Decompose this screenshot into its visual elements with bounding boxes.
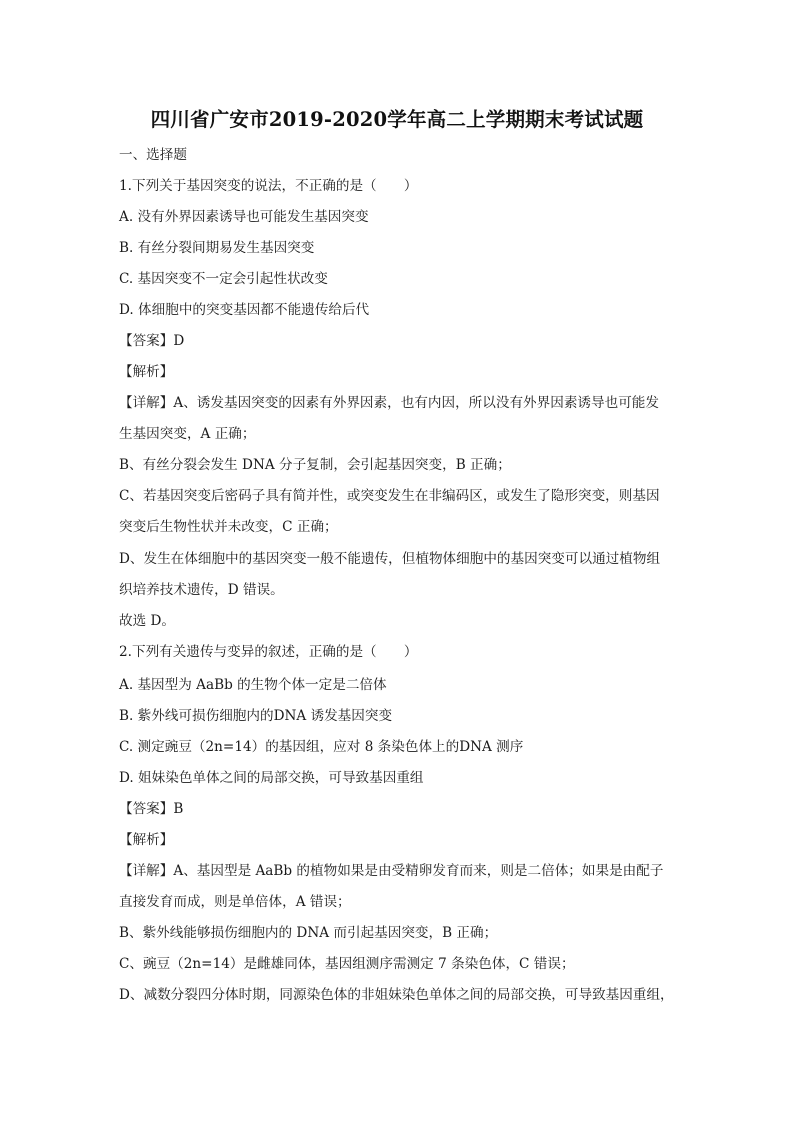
section-heading: 一、选择题 — [119, 147, 187, 163]
question-1-option-a: A. 没有外界因素诱导也可能发生基因突变 — [119, 209, 369, 225]
question-2-explanation-line: D、减数分裂四分体时期，同源染色体的非姐妹染色单体之间的局部交换，可导致基因重组， — [119, 987, 674, 1003]
question-1-analysis-label: 【解析】 — [119, 364, 174, 380]
question-1-explanation-line: B、有丝分裂会发生 DNA 分子复制，会引起基因突变，B 正确； — [119, 457, 511, 473]
question-1-explanation-line: C、若基因突变后密码子具有简并性，或突变发生在非编码区，或发生了隐形突变，则基因 — [119, 488, 660, 504]
document-title: 四川省广安市2019-2020学年高二上学期期末考试试题 — [150, 108, 644, 131]
question-2-explanation-line: C、豌豆（2n=14）是雌雄同体，基因组测序需测定 7 条染色体，C 错误； — [119, 956, 575, 972]
question-1-explanation-line: 织培养技术遗传，D 错误。 — [119, 582, 284, 598]
question-1-conclusion: 故选 D。 — [119, 613, 176, 629]
question-2-answer: 【答案】B — [119, 801, 184, 817]
question-2-option-a: A. 基因型为 AaBb 的生物个体一定是二倍体 — [119, 677, 387, 693]
question-2-option-c: C. 测定豌豆（2n=14）的基因组，应对 8 条染色体上的DNA 测序 — [119, 739, 524, 755]
question-1-option-b: B. 有丝分裂间期易发生基因突变 — [119, 240, 315, 256]
question-2-option-b: B. 紫外线可损伤细胞内的DNA 诱发基因突变 — [119, 708, 393, 724]
question-2-explanation-line: B、紫外线能够损伤细胞内的 DNA 而引起基因突变，B 正确； — [119, 925, 498, 941]
question-1-answer: 【答案】D — [119, 333, 185, 349]
question-2-explanation-line: 【详解】A、基因型是 AaBb 的植物如果是由受精卵发育而来，则是二倍体；如果是由配子 — [119, 863, 664, 879]
question-2-analysis-label: 【解析】 — [119, 832, 174, 848]
question-1-explanation-line: 突变后生物性状并未改变，C 正确； — [119, 519, 338, 535]
question-2-stem: 2.下列有关遗传与变异的叙述，正确的是（ ） — [119, 644, 418, 660]
question-2-explanation-line: 直接发育而成，则是单倍体，A 错误； — [119, 894, 351, 910]
question-1-option-d: D. 体细胞中的突变基因都不能遗传给后代 — [119, 302, 370, 318]
question-1-explanation-line: D、发生在体细胞中的基因突变一般不能遗传，但植物体细胞中的基因突变可以通过植物组 — [119, 551, 661, 567]
question-1-option-c: C. 基因突变不一定会引起性状改变 — [119, 271, 328, 287]
question-1-explanation-line: 【详解】A、诱发基因突变的因素有外界因素，也有内因，所以没有外界因素诱导也可能发 — [119, 395, 659, 411]
question-1-explanation-line: 生基因突变，A 正确； — [119, 426, 256, 442]
question-2-option-d: D. 姐妹染色单体之间的局部交换，可导致基因重组 — [119, 770, 424, 786]
question-1-stem: 1.下列关于基因突变的说法，不正确的是（ ） — [119, 178, 418, 194]
